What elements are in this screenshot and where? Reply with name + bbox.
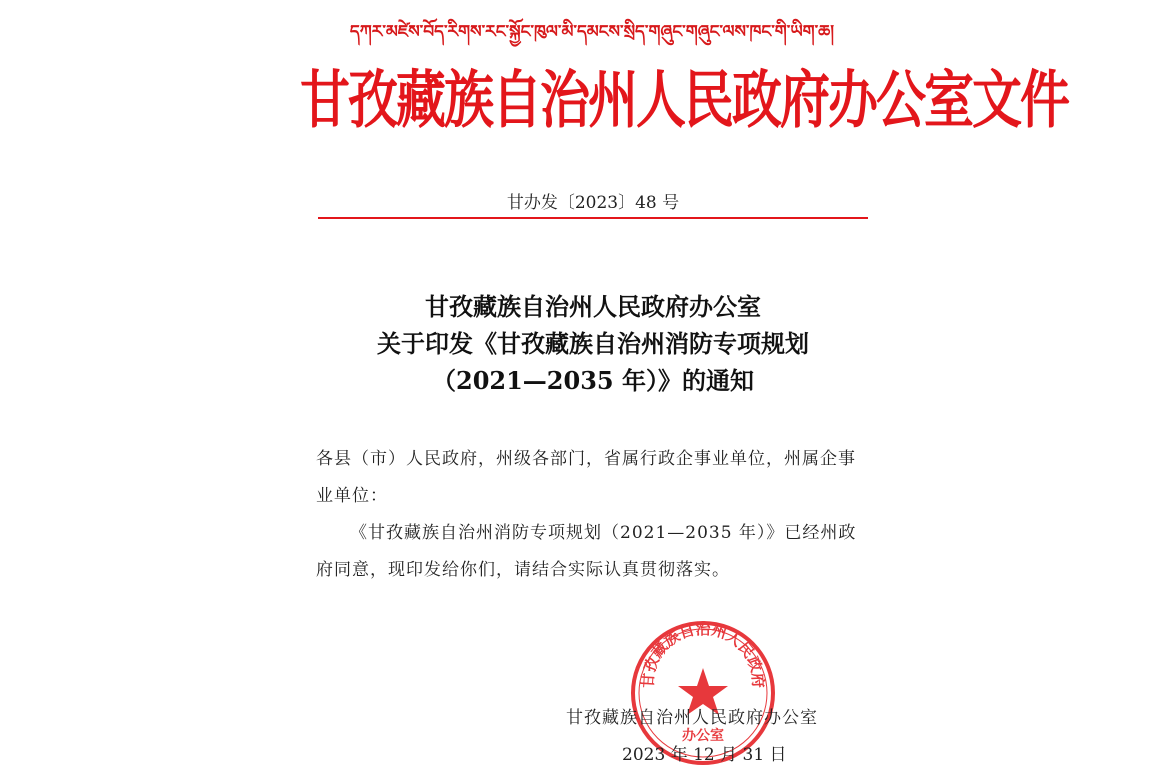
seal-text-bottom: 办公室 [682, 728, 724, 744]
notice-title-line-2: 关于印发《甘孜藏族自治州消防专项规划 [377, 329, 809, 358]
addressee-paragraph: 各县（市）人民政府，州级各部门，省属行政企事业单位，州属企事业单位： [316, 449, 856, 506]
signature-date: 2023 年 12 月 31 日 [622, 745, 787, 765]
notice-title [318, 288, 868, 399]
notice-title-line-3: （2021—2035 年）》的通知 [432, 366, 754, 395]
red-divider-line [318, 217, 868, 219]
tibetan-header-line: དཀར་མཛེས་བོད་རིགས་རང་སྐྱོང་ཁུལ་མི་དམངས་སྲིད་གཞུང་གཞུང་ལས་ཁང་གི་ཡིག་ཆ། [349, 22, 835, 42]
notice-body [316, 441, 870, 589]
main-paragraph: 《甘孜藏族自治州消防专项规划（2021—2035 年）》已经州政府同意，现印发给你们，请结合实际认真贯彻落实。 [316, 523, 857, 580]
document-red-title: 甘孜藏族自治州人民政府办公室文件 [300, 62, 1068, 137]
seal-text-top: 甘孜藏族自治州人民政府 [638, 620, 768, 689]
notice-title-line-1: 甘孜藏族自治州人民政府办公室 [425, 292, 761, 321]
signer-name: 甘孜藏族自治州人民政府办公室 [566, 708, 818, 728]
document-number: 甘办发〔2023〕48 号 [506, 193, 680, 213]
